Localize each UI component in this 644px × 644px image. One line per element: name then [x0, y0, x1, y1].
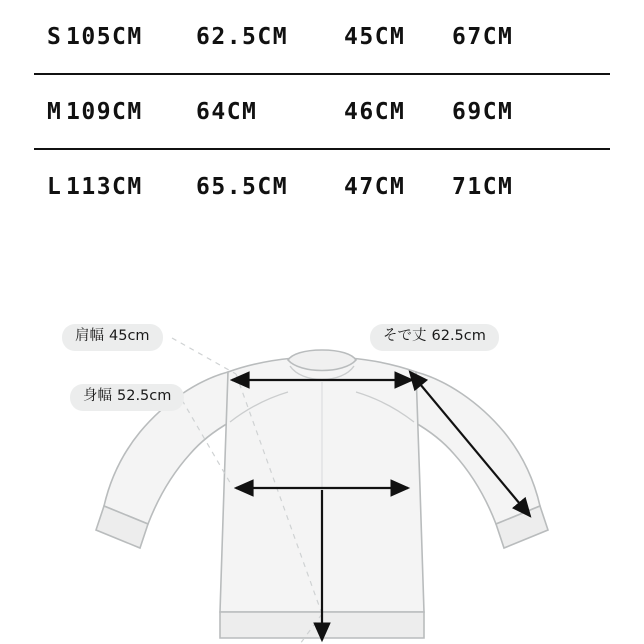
cell-chest: 71CM [452, 173, 514, 200]
cell-length: 109CM [66, 98, 143, 125]
cell-size: S [47, 23, 63, 50]
callout-sleeve-value: 62.5cm [431, 328, 486, 344]
callout-chest-value: 52.5cm [117, 388, 172, 404]
callout-chest [70, 384, 184, 411]
table-row [0, 0, 644, 73]
callout-chest-label: 身幅 [83, 388, 112, 404]
table-row [0, 75, 644, 148]
cell-sleeve: 64CM [196, 98, 258, 125]
cell-chest: 69CM [452, 98, 514, 125]
measurement-diagram [0, 262, 644, 644]
cell-sleeve: 62.5CM [196, 23, 289, 50]
cell-size: L [47, 173, 63, 200]
size-table [0, 0, 644, 223]
cell-shoulder: 46CM [344, 98, 406, 125]
cell-length: 105CM [66, 23, 143, 50]
callout-sleeve [370, 324, 499, 351]
callout-shoulder-label: 肩幅 [75, 328, 104, 344]
table-row [0, 150, 644, 223]
cell-length: 113CM [66, 173, 143, 200]
cell-chest: 67CM [452, 23, 514, 50]
cell-size: M [47, 98, 63, 125]
cell-shoulder: 47CM [344, 173, 406, 200]
callout-shoulder-value: 45cm [109, 328, 150, 344]
cell-sleeve: 65.5CM [196, 173, 289, 200]
cell-shoulder: 45CM [344, 23, 406, 50]
callout-sleeve-label: そで丈 [383, 328, 427, 344]
callout-shoulder [62, 324, 163, 351]
